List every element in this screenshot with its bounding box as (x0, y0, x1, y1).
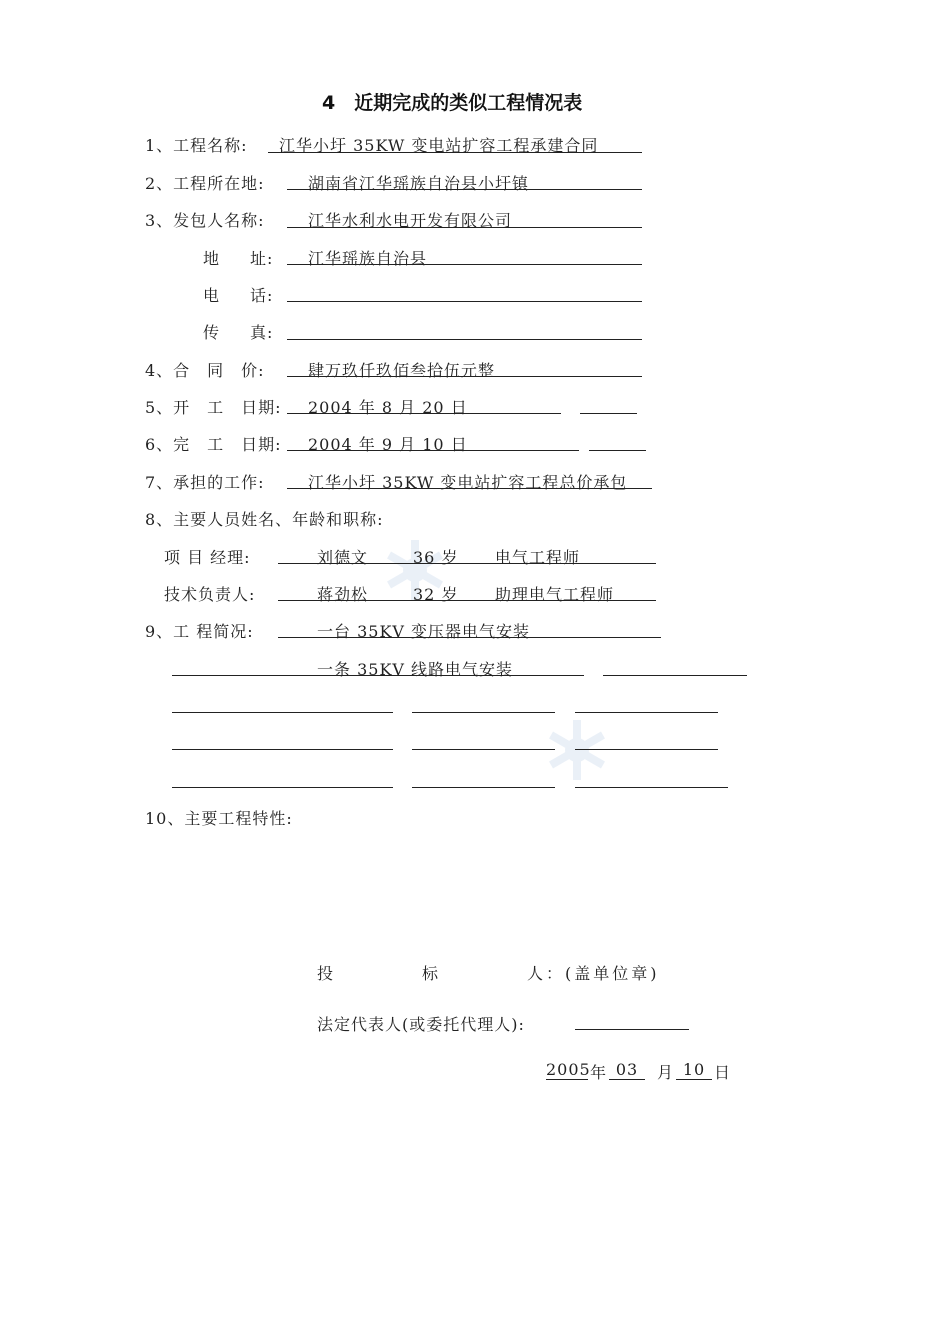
personnel-title: 助理电气工程师 (495, 585, 615, 604)
bidder-label-c: 人：(盖单位章) (527, 964, 660, 983)
phone-label-b: 话: (250, 286, 274, 305)
fax-label-b: 真: (250, 323, 274, 342)
end-date-label: 6、完 工 日期: (145, 435, 282, 454)
start-date-label: 5、开 工 日期: (145, 398, 282, 417)
address-label-a: 地 (203, 249, 221, 268)
end-date-underline-2 (589, 450, 646, 451)
start-date-underline-2 (580, 413, 637, 414)
blank-line (172, 749, 393, 750)
fax-label-a: 传 (203, 323, 221, 342)
blank-line (412, 749, 555, 750)
date-year: 2005 (546, 1060, 591, 1079)
watermark-snowflake-icon (545, 718, 609, 782)
address-label-b: 址: (250, 249, 274, 268)
address-value: 江华瑶族自治县 (308, 249, 428, 268)
client-label: 3、发包人名称: (145, 211, 265, 230)
personnel-role: 项 目 经理: (164, 548, 251, 567)
project-name-label: 1、工程名称: (145, 136, 248, 155)
contract-price-label: 4、合 同 价: (145, 361, 265, 380)
legal-rep-label: 法定代表人(或委托代理人): (317, 1015, 525, 1034)
date-month-unit: 月 (657, 1063, 675, 1082)
phone-label-a: 电 (203, 286, 221, 305)
location-value: 湖南省江华瑶族自治县小圩镇 (308, 174, 530, 193)
bidder-label-a: 投 (317, 964, 335, 983)
client-value: 江华水利水电开发有限公司 (308, 211, 513, 230)
personnel-age: 36 岁 (413, 548, 459, 567)
work-scope-label: 7、承担的工作: (145, 473, 265, 492)
overview-line-1: 一台 35KV 变压器电气安装 (317, 622, 531, 641)
location-label: 2、工程所在地: (145, 174, 265, 193)
contract-price-value: 肆万玖仟玖佰叁拾伍元整 (308, 361, 496, 380)
blank-line (575, 712, 718, 713)
date-month: 03 (609, 1060, 645, 1080)
start-date-value: 2004 年 8 月 20 日 (308, 398, 468, 417)
fax-underline (287, 339, 642, 340)
personnel-heading: 8、主要人员姓名、年龄和职称: (145, 510, 384, 529)
personnel-age: 32 岁 (413, 585, 459, 604)
date-day-unit: 日 (714, 1063, 732, 1082)
personnel-title: 电气工程师 (495, 548, 581, 567)
blank-line (412, 787, 555, 788)
personnel-name: 蒋劲松 (317, 585, 369, 604)
blank-line (172, 787, 393, 788)
blank-line (575, 749, 718, 750)
page-title: 4 近期完成的类似工程情况表 (322, 92, 583, 114)
overview-line-2: 一条 35KV 线路电气安装 (317, 660, 514, 679)
date-day: 10 (676, 1060, 712, 1080)
features-label: 10、主要工程特性: (145, 809, 293, 828)
personnel-role: 技术负责人: (164, 585, 256, 604)
end-date-value: 2004 年 9 月 10 日 (308, 435, 468, 454)
personnel-name: 刘德文 (317, 548, 369, 567)
blank-line (412, 712, 555, 713)
blank-line (172, 712, 393, 713)
date-year-unit: 年 (590, 1063, 608, 1082)
phone-underline (287, 301, 642, 302)
project-name-value: 江华小圩 35KW 变电站扩容工程承建合同 (279, 136, 599, 155)
overview-label: 9、工 程简况: (145, 622, 254, 641)
work-scope-value: 江华小圩 35KW 变电站扩容工程总价承包 (308, 473, 628, 492)
overview-underline (603, 675, 747, 676)
blank-line (575, 787, 728, 788)
bidder-label-b: 标 (422, 964, 440, 983)
legal-rep-underline (575, 1029, 689, 1030)
